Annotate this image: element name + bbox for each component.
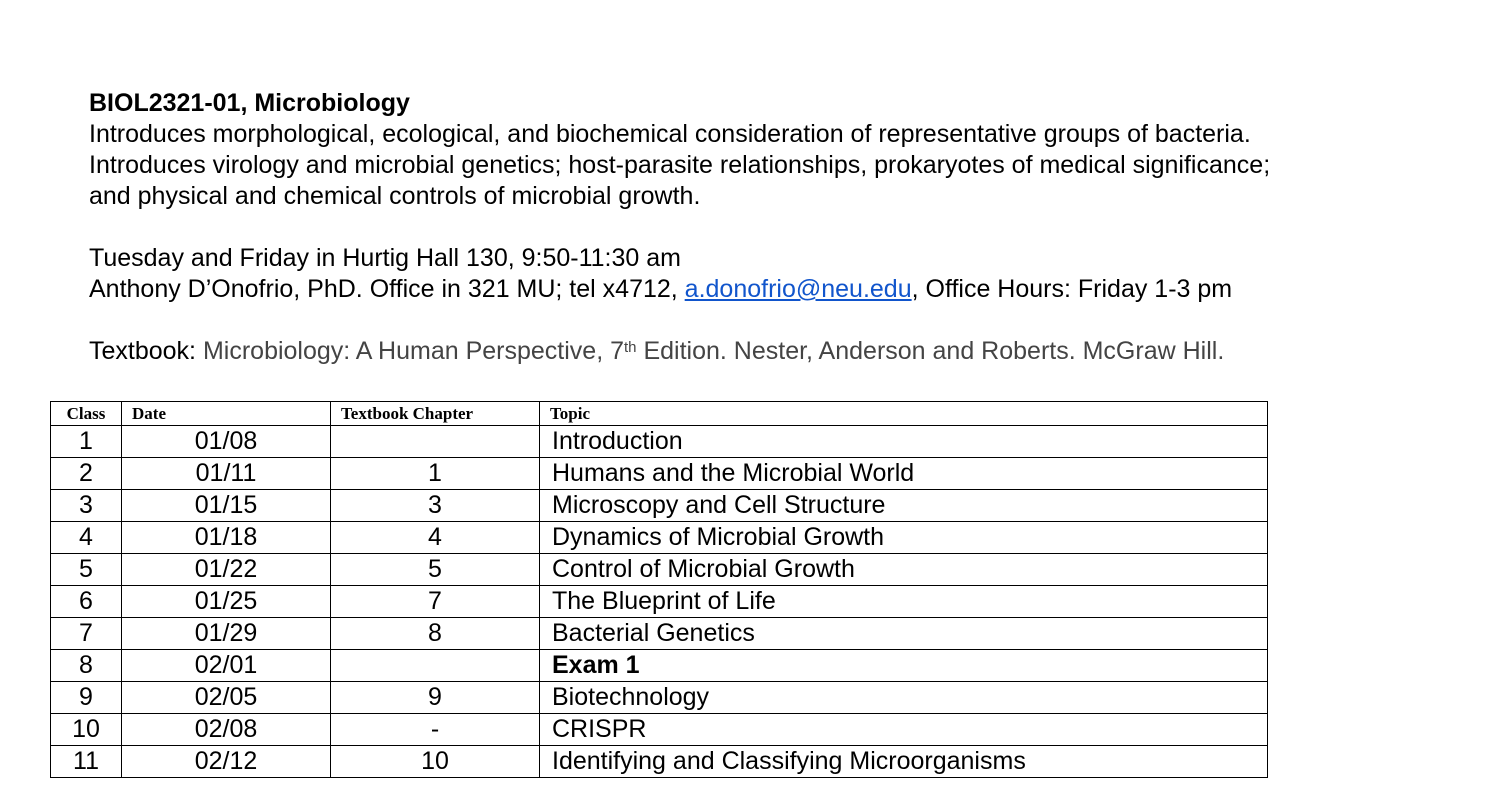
table-row: [51, 650, 1268, 682]
cell-chapter: 10: [331, 746, 540, 778]
course-description-line-3: and physical and chemical controls of microbial growth.: [89, 182, 701, 210]
table-header-row: [51, 402, 1268, 426]
cell-class: 7: [51, 618, 122, 650]
instructor-info: Anthony D’Onofrio, PhD. Office in 321 MU; tel x4712,: [89, 275, 685, 303]
cell-chapter: 3: [331, 490, 540, 522]
cell-chapter: 1: [331, 458, 540, 490]
cell-topic: Dynamics of Microbial Growth: [540, 522, 1268, 554]
cell-chapter: 7: [331, 586, 540, 618]
cell-class: 6: [51, 586, 122, 618]
schedule-line: Tuesday and Friday in Hurtig Hall 130, 9:50-11:30 am: [89, 244, 681, 272]
table-row: [51, 714, 1268, 746]
cell-topic: Microscopy and Cell Structure: [540, 490, 1268, 522]
course-description-line-2: Introduces virology and microbial genetics; host-parasite relationships, prokaryotes of medical significance;: [89, 151, 1271, 179]
cell-date: 01/08: [122, 426, 331, 458]
cell-chapter: [331, 650, 540, 682]
cell-date: 02/01: [122, 650, 331, 682]
cell-date: 01/29: [122, 618, 331, 650]
cell-class: 5: [51, 554, 122, 586]
cell-date: 01/18: [122, 522, 331, 554]
cell-class: 10: [51, 714, 122, 746]
cell-topic: Introduction: [540, 426, 1268, 458]
office-hours: , Office Hours: Friday 1-3 pm: [911, 275, 1233, 303]
cell-topic: The Blueprint of Life: [540, 586, 1268, 618]
cell-topic: Humans and the Microbial World: [540, 458, 1268, 490]
header-class: Class: [51, 402, 122, 426]
cell-date: 01/22: [122, 554, 331, 586]
textbook-authors: Edition. Nester, Anderson and Roberts. McGraw Hill.: [636, 337, 1225, 365]
cell-chapter: [331, 426, 540, 458]
cell-class: 8: [51, 650, 122, 682]
table-row: [51, 618, 1268, 650]
table-row: [51, 522, 1268, 554]
cell-chapter: -: [331, 714, 540, 746]
cell-class: 9: [51, 682, 122, 714]
table-row: [51, 490, 1268, 522]
cell-class: 3: [51, 490, 122, 522]
cell-topic: Biotechnology: [540, 682, 1268, 714]
table-row: [51, 586, 1268, 618]
table-row: [51, 682, 1268, 714]
spacer: [89, 305, 1469, 336]
course-header: [89, 88, 1469, 367]
cell-date: 02/08: [122, 714, 331, 746]
cell-topic: Control of Microbial Growth: [540, 554, 1268, 586]
cell-date: 01/11: [122, 458, 331, 490]
schedule-table: [50, 401, 1268, 778]
cell-topic: Identifying and Classifying Microorganisms: [540, 746, 1268, 778]
header-date: Date: [122, 402, 331, 426]
cell-chapter: 5: [331, 554, 540, 586]
table-row: [51, 426, 1268, 458]
textbook-description: [196, 337, 1224, 365]
cell-class: 2: [51, 458, 122, 490]
cell-date: 01/15: [122, 490, 331, 522]
cell-chapter: 8: [331, 618, 540, 650]
edition-superscript: th: [624, 339, 637, 356]
cell-date: 01/25: [122, 586, 331, 618]
cell-topic: Bacterial Genetics: [540, 618, 1268, 650]
course-description-line-1: Introduces morphological, ecological, and biochemical consideration of representative groups of bacteria.: [89, 120, 1251, 148]
instructor-line: [89, 274, 1469, 305]
cell-date: 02/12: [122, 746, 331, 778]
header-topic: Topic: [540, 402, 1268, 426]
schedule-body: [51, 426, 1268, 778]
cell-topic: Exam 1: [540, 650, 1268, 682]
header-chapter: Textbook Chapter: [331, 402, 540, 426]
course-title: BIOL2321-01, Microbiology: [89, 89, 410, 117]
textbook-title: Microbiology: A Human Perspective, 7: [196, 337, 624, 365]
textbook-label: Textbook:: [89, 337, 197, 365]
table-row: [51, 554, 1268, 586]
table-row: [51, 458, 1268, 490]
cell-date: 02/05: [122, 682, 331, 714]
cell-class: 11: [51, 746, 122, 778]
cell-topic: CRISPR: [540, 714, 1268, 746]
cell-chapter: 4: [331, 522, 540, 554]
instructor-email-link[interactable]: a.donofrio@neu.edu: [684, 275, 912, 303]
spacer: [89, 212, 1469, 243]
cell-chapter: 9: [331, 682, 540, 714]
cell-class: 4: [51, 522, 122, 554]
table-row: [51, 746, 1268, 778]
textbook-line: [89, 336, 1469, 367]
cell-class: 1: [51, 426, 122, 458]
